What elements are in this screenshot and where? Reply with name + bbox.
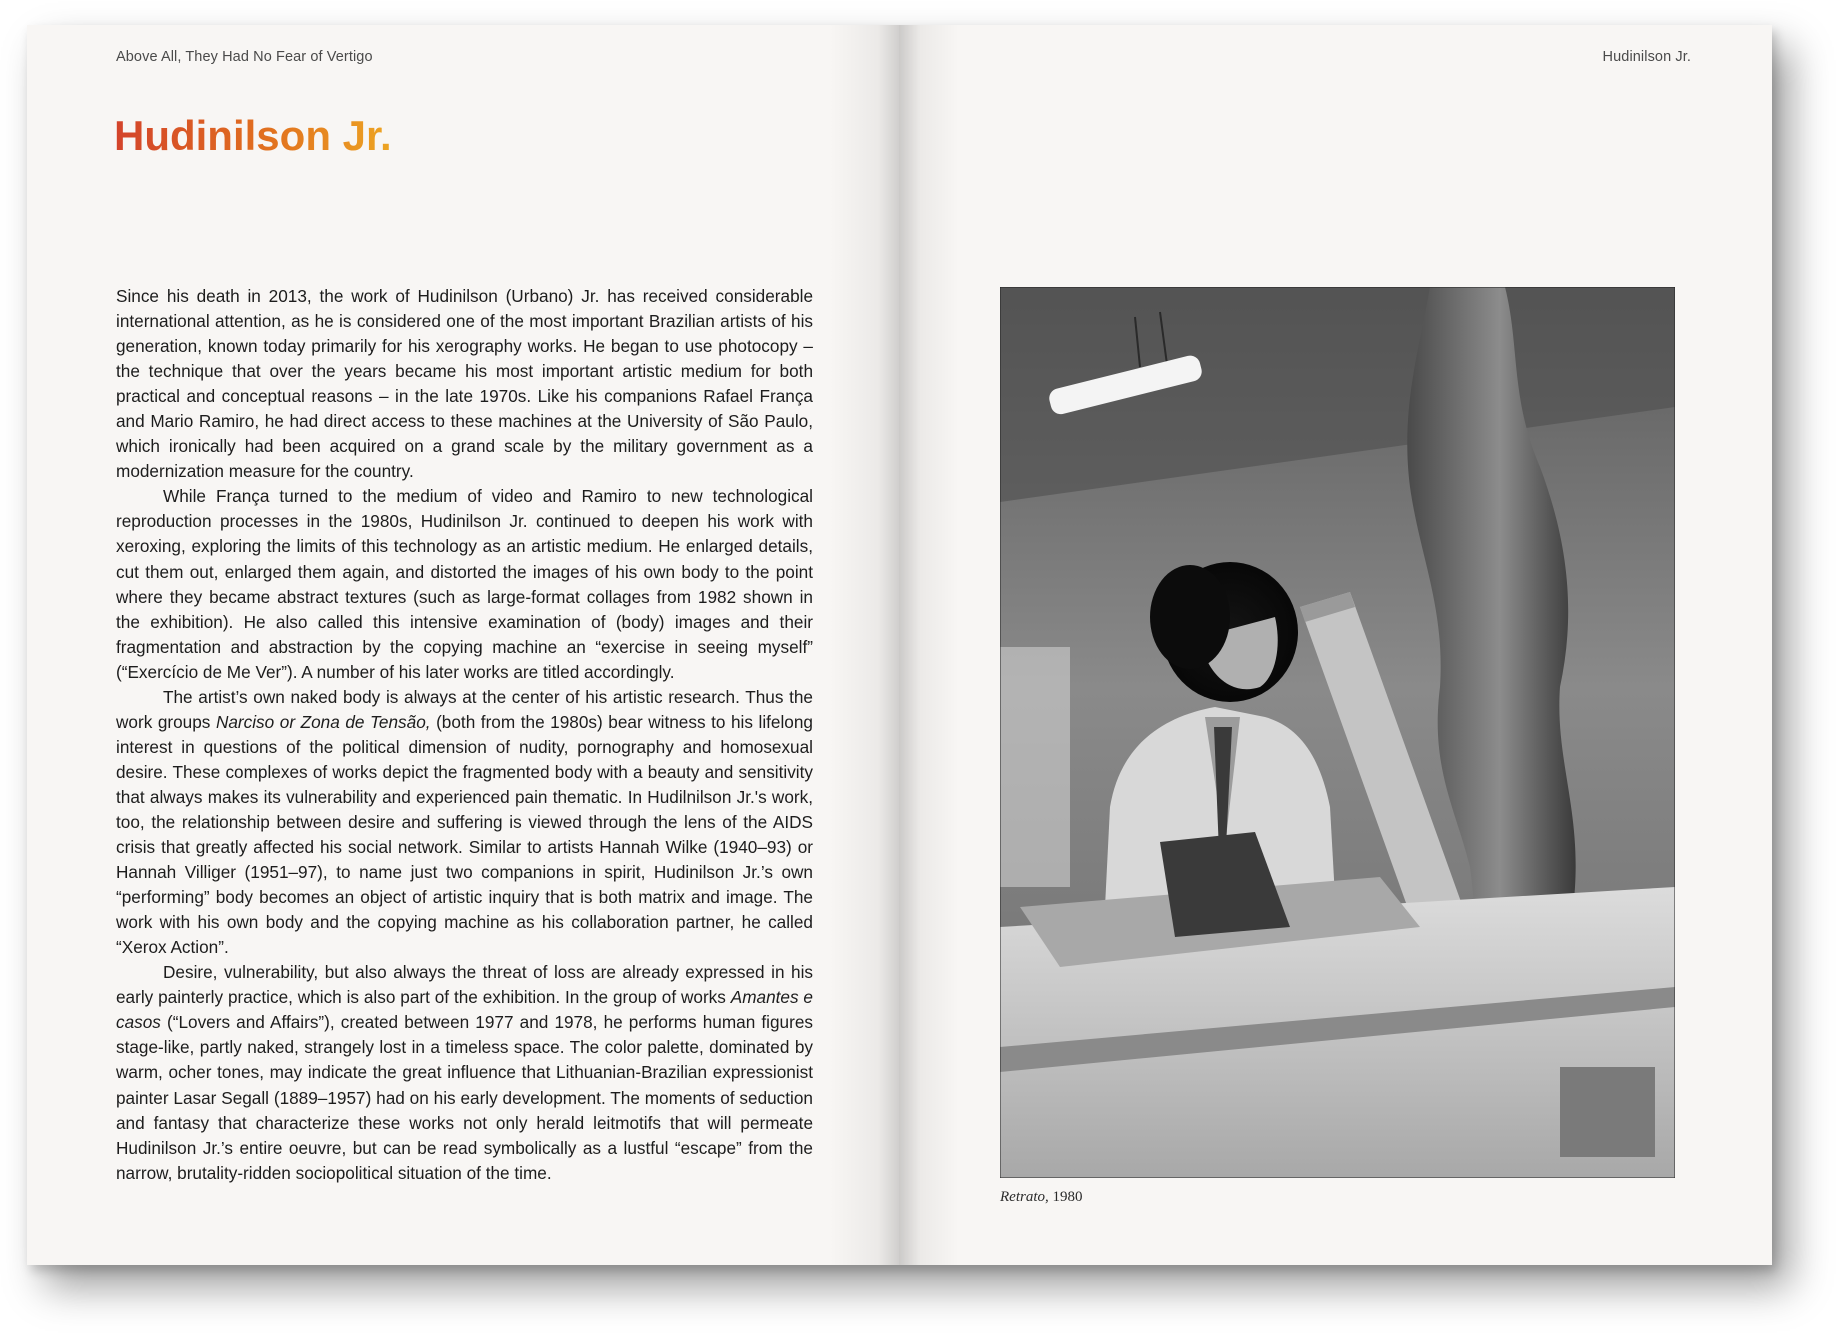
paragraph-text: (both from the 1980s) bear witness to his lifelong interest in questions of the political dimension of nudity, pornography and homosexual desire. These complexes of works depict the fragmented body with a beauty and sensitivity that always makes its vulnerability and experienced pain thematic. In Hudilnilson Jr.'s work, too, the relationship between desire and suffering is viewed through the lens of the AIDS crisis that greatly affected his social network. Similar to artists Hannah Wilke (1940–93) or Hannah Villiger (1951–97), to name just two companions in spirit, Hudinilson Jr.’s own “performing” body becomes an object of artistic inquiry that is both matrix and image. The work with his own body and the copying machine as his collaboration partner, he called “Xerox Action”.: [116, 711, 813, 958]
paragraph-text: (“Lovers and Affairs”), created between 1977 and 1978, he performs human figures stage-like, partly naked, strangely lost in a timeless space. The color palette, dominated by warm, ocher tones, may indicate the great influence that Lithuanian-Brazilian expressionist painter Lasar Segall (1889–1957) had on his early development. The moments of seduction and fantasy that characterize these works not only herald leitmotifs that will permeate Hudinilson Jr.’s entire oeuvre, but can be read symbolically as a lustful “escape” from the narrow, brutality-ridden sociopolitical situation of the time.: [116, 1012, 813, 1183]
body-paragraph: [116, 960, 813, 1185]
paragraph-text: Since his death in 2013, the work of Hudinilson (Urbano) Jr. has received considerable international attention, as he is considered one of the most important Brazilian artists of his generation, known today primarily for his xerography works. He began to use photocopy – the technique that over the years became his most important artistic medium for both practical and conceptual reasons – in the late 1970s. Like his companions Rafael França and Mario Ramiro, he had direct access to these machines at the University of São Paulo, which ironically had been acquired on a grand scale by the military government as a modernization measure for the country.: [116, 286, 813, 482]
photo-illustration: [1000, 287, 1675, 1178]
left-page: [27, 25, 899, 1265]
paragraph-text: Desire, vulnerability, but also always the threat of loss are already expressed in his early painterly practice, which is also part of the exhibition. In the group of works: [116, 962, 813, 1008]
body-paragraph: [116, 284, 813, 484]
paragraph-text: The artist’s own naked body is always at the center of his artistic research. Thus the work groups: [116, 686, 813, 732]
caption-title: Retrato: [1000, 1189, 1045, 1205]
portrait-photo: [1000, 287, 1675, 1178]
article-title: Hudinilson Jr.: [114, 111, 392, 161]
running-head-right: Hudinilson Jr.: [1602, 49, 1691, 65]
gutter-shadow-left: [829, 25, 899, 1265]
italic-work-title: Narciso or Zona de Tensão,: [215, 711, 431, 732]
running-head-left: Above All, They Had No Fear of Vertigo: [116, 49, 373, 65]
right-page: [899, 25, 1772, 1265]
italic-work-title: Amantes e casos: [116, 987, 813, 1033]
body-paragraph: [116, 484, 813, 684]
caption-year: , 1980: [1045, 1189, 1083, 1205]
book-spread: [27, 25, 1772, 1265]
body-paragraph: [116, 685, 813, 961]
photo-caption: [1000, 1189, 1083, 1206]
article-body: [116, 284, 813, 1186]
paragraph-text: While França turned to the medium of video and Ramiro to new technological reproduction processes in the 1980s, Hudinilson Jr. continued to deepen his work with xeroxing, exploring the limits of this technology as an artistic medium. He enlarged details, cut them out, enlarged them again, and distorted the images of his own body to the point where they became abstract textures (such as large-format collages from 1982 shown in the exhibition). He also called this intensive examination of (body) images and their fragmentation and abstraction by the copying machine an “exercise in seeing myself” (“Exercício de Me Ver”). A number of his later works are titled accordingly.: [116, 486, 813, 682]
gutter-shadow-right: [899, 25, 959, 1265]
